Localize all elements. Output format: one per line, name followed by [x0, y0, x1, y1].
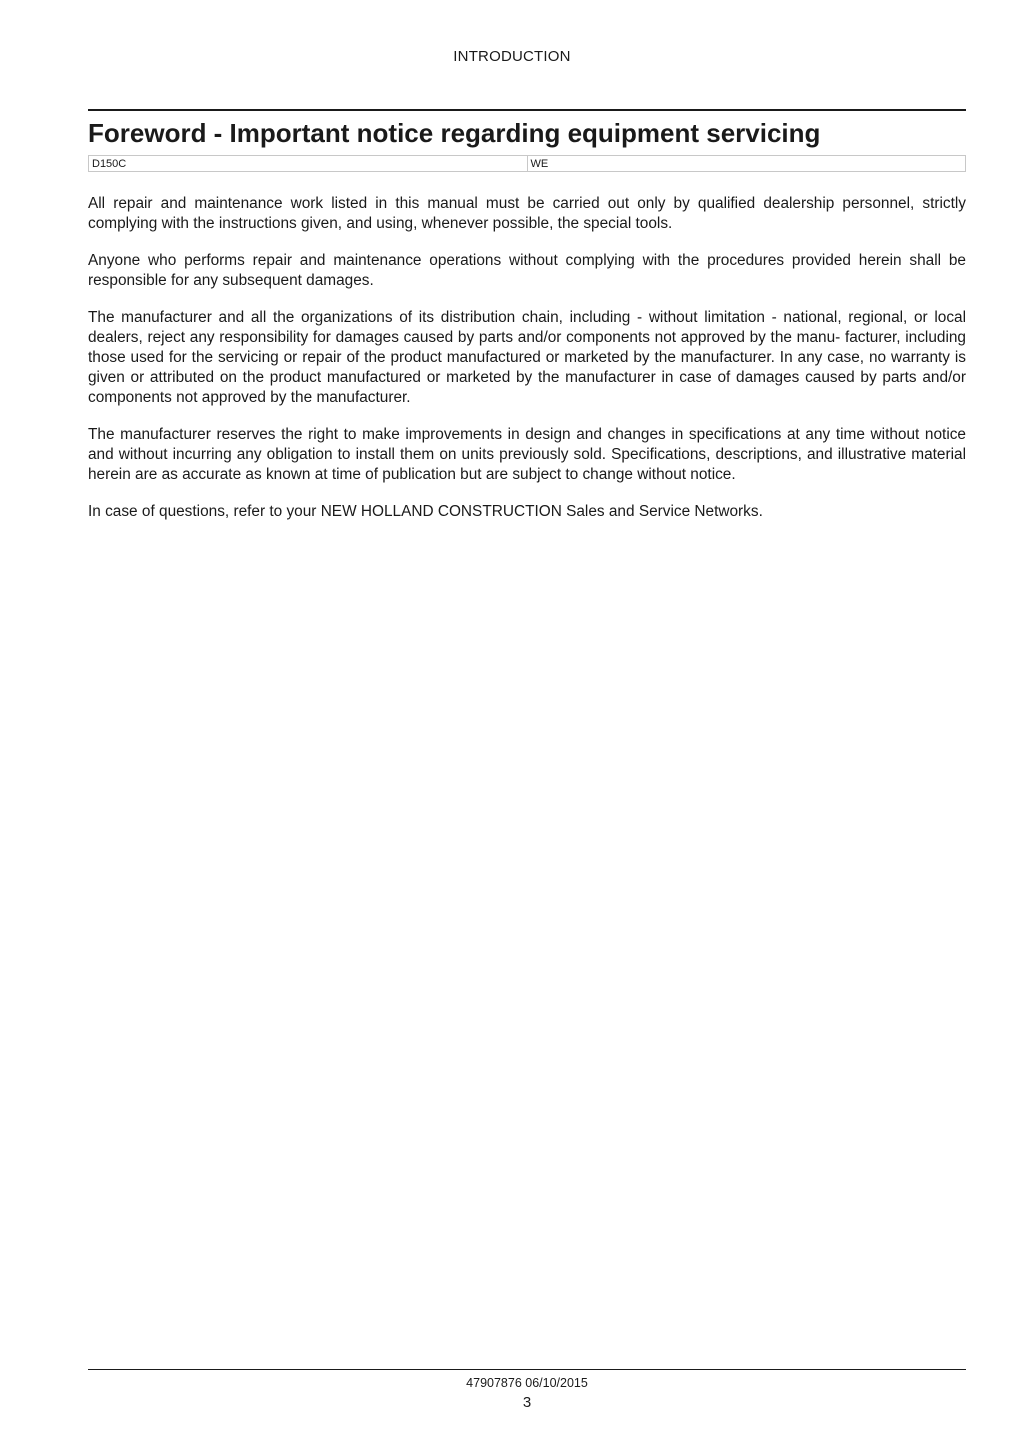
page-footer — [88, 1369, 966, 1412]
title-rule — [88, 109, 966, 111]
applicability-row — [89, 156, 966, 172]
main-content — [88, 109, 966, 539]
paragraph-improvements: The manufacturer reserves the right to make improvements in design and changes in specifications at any time without notice and without incurring any obligation to install them on units previously sold. Specifications, descriptions, and illustrative material herein are as accurate as known at time of publication but are subject to change without notice. — [88, 426, 966, 483]
paragraph-questions: In case of questions, refer to your NEW HOLLAND CONSTRUCTION Sales and Service Networks. — [88, 503, 763, 520]
region-cell: WE — [527, 156, 966, 172]
document-reference: 47907876 06/10/2015 — [466, 1376, 588, 1390]
paragraph-qualified-personnel: All repair and maintenance work listed in this manual must be carried out only by qualified dealership personnel, strictly complying with the instructions given, and using, whenever possible, the special tools. — [88, 195, 966, 232]
page-title: Foreword - Important notice regarding equipment servicing — [88, 118, 821, 148]
running-header: INTRODUCTION — [453, 48, 571, 65]
paragraph-disclaimer: The manufacturer and all the organizations of its distribution chain, including - without limitation - national, regional, or local dealers, reject any responsibility for damages caused by parts and/or components not approved by the manu- facturer, including those used for the servicing or repair of the product manufactured or marketed by the manufacturer. In any case, no warranty is given or attributed on the product manufactured or marketed by the manufacturer in case of damages caused by parts and/or components not approved by the manufacturer. — [88, 309, 966, 406]
page-number: 3 — [522, 1394, 532, 1411]
model-cell: D150C — [89, 156, 528, 172]
paragraph-responsibility: Anyone who performs repair and maintenance operations without complying with the procedures provided herein shall be responsible for any subsequent damages. — [88, 252, 966, 289]
applicability-table — [88, 155, 966, 172]
